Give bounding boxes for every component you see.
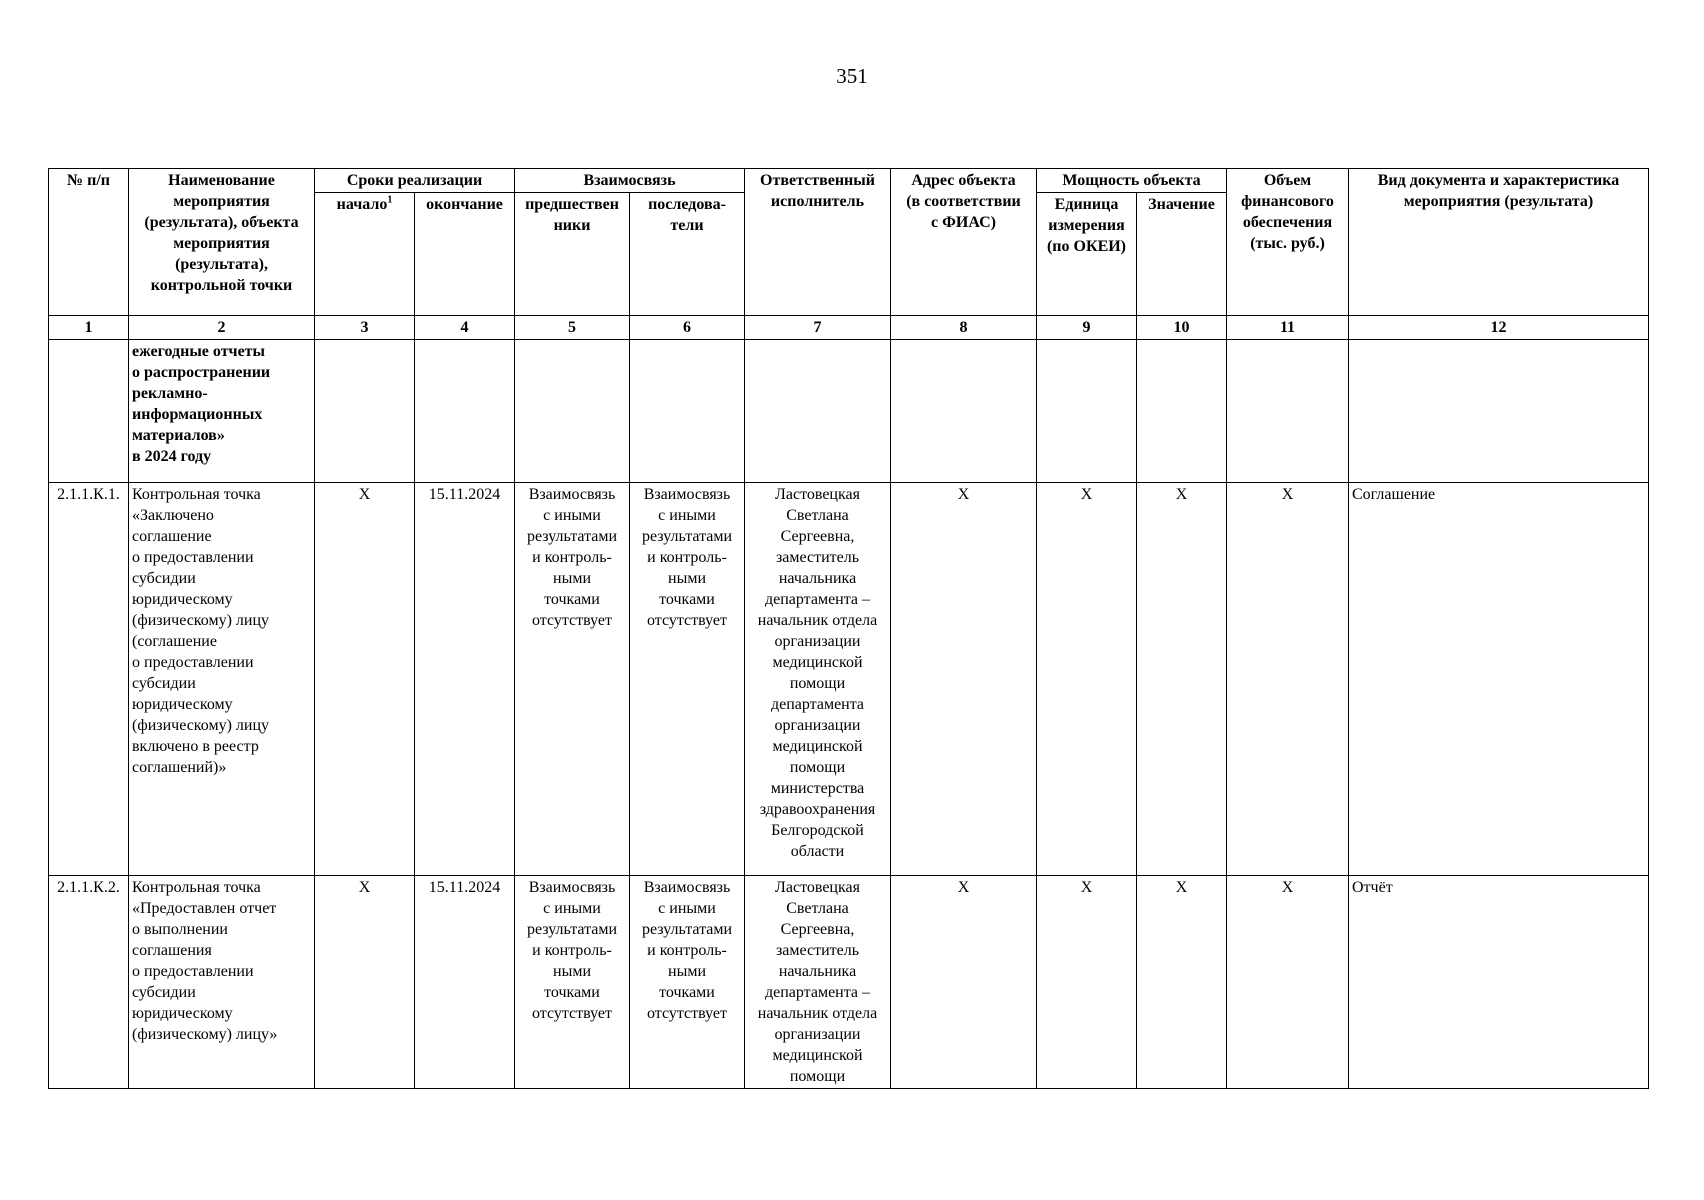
- row-responsible: Ластовецкая Светлана Сергеевна, заместитель начальника департамента – начальник отдела организации медицинской помощи департамента организации медицинской помощи министерства здравоохранения Белгородской области: [745, 483, 891, 876]
- row-start: [315, 340, 415, 483]
- row-document: Соглашение: [1349, 483, 1649, 876]
- row-unit: X: [1037, 483, 1137, 876]
- header-start: [315, 193, 415, 316]
- row-successors: Взаимосвязь с иными результатами и контроль- ными точками отсутствует: [630, 876, 745, 1089]
- row-document: Отчёт: [1349, 876, 1649, 1089]
- row-predecessors: Взаимосвязь с иными результатами и контроль- ными точками отсутствует: [515, 876, 630, 1089]
- header-document: Вид документа и характеристика мероприятия (результата): [1349, 169, 1649, 316]
- header-financing: Объем финансового обеспечения (тыс. руб.): [1227, 169, 1349, 316]
- row-number: [49, 340, 129, 483]
- header-responsible: Ответственный исполнитель: [745, 169, 891, 316]
- header-unit: Единица измерения (по ОКЕИ): [1037, 193, 1137, 316]
- col-number: 9: [1037, 316, 1137, 340]
- header-name: Наименование мероприятия (результата), объекта мероприятия (результата), контрольной точки: [129, 169, 315, 316]
- header-relations: Взаимосвязь: [515, 169, 745, 193]
- row-predecessors: [515, 340, 630, 483]
- row-start: X: [315, 876, 415, 1089]
- row-successors: Взаимосвязь с иными результатами и контроль- ными точками отсутствует: [630, 483, 745, 876]
- header-number: № п/п: [49, 169, 129, 316]
- row-financing: X: [1227, 876, 1349, 1089]
- header-dates: Сроки реализации: [315, 169, 515, 193]
- row-number: 2.1.1.К.2.: [49, 876, 129, 1089]
- header-predecessors: предшествен ники: [515, 193, 630, 316]
- table-row: [49, 483, 1649, 876]
- col-number: 8: [891, 316, 1037, 340]
- header-start-label: начало: [336, 196, 388, 213]
- row-name: Контрольная точка «Предоставлен отчет о выполнении соглашения о предоставлении субсидии юридическому (физическому) лицу»: [129, 876, 315, 1089]
- header-successors: последова- тели: [630, 193, 745, 316]
- col-number: 4: [415, 316, 515, 340]
- table-row: [49, 876, 1649, 1089]
- col-number: 1: [49, 316, 129, 340]
- row-value: X: [1137, 876, 1227, 1089]
- row-address: [891, 340, 1037, 483]
- row-address: X: [891, 483, 1037, 876]
- col-number: 5: [515, 316, 630, 340]
- col-number: 3: [315, 316, 415, 340]
- row-responsible: [745, 340, 891, 483]
- row-responsible: Ластовецкая Светлана Сергеевна, заместитель начальника департамента – начальник отдела организации медицинской помощи: [745, 876, 891, 1089]
- row-document: [1349, 340, 1649, 483]
- row-start: X: [315, 483, 415, 876]
- row-name: Контрольная точка «Заключено соглашение о предоставлении субсидии юридическому (физическому) лицу (соглашение о предоставлении субсидии юридическому (физическому) лицу включено в реестр соглашений)»: [129, 483, 315, 876]
- table-row: [49, 340, 1649, 483]
- row-financing: X: [1227, 483, 1349, 876]
- row-predecessors: Взаимосвязь с иными результатами и контроль- ными точками отсутствует: [515, 483, 630, 876]
- page-number: 351: [836, 64, 868, 88]
- row-successors: [630, 340, 745, 483]
- row-end: [415, 340, 515, 483]
- row-number: 2.1.1.К.1.: [49, 483, 129, 876]
- footnote-marker: 1: [387, 194, 393, 206]
- header-address: Адрес объекта (в соответствии с ФИАС): [891, 169, 1037, 316]
- col-number: 2: [129, 316, 315, 340]
- col-number: 7: [745, 316, 891, 340]
- header-capacity: Мощность объекта: [1037, 169, 1227, 193]
- row-value: X: [1137, 483, 1227, 876]
- col-number: 6: [630, 316, 745, 340]
- row-value: [1137, 340, 1227, 483]
- header-value: Значение: [1137, 193, 1227, 316]
- row-unit: X: [1037, 876, 1137, 1089]
- row-name: ежегодные отчеты о распространении рекламно- информационных материалов» в 2024 году: [129, 340, 315, 483]
- plan-table: [48, 168, 1649, 1089]
- row-unit: [1037, 340, 1137, 483]
- col-number: 12: [1349, 316, 1649, 340]
- col-number: 10: [1137, 316, 1227, 340]
- row-address: X: [891, 876, 1037, 1089]
- col-number: 11: [1227, 316, 1349, 340]
- row-end: 15.11.2024: [415, 483, 515, 876]
- row-end: 15.11.2024: [415, 876, 515, 1089]
- header-end: окончание: [415, 193, 515, 316]
- row-financing: [1227, 340, 1349, 483]
